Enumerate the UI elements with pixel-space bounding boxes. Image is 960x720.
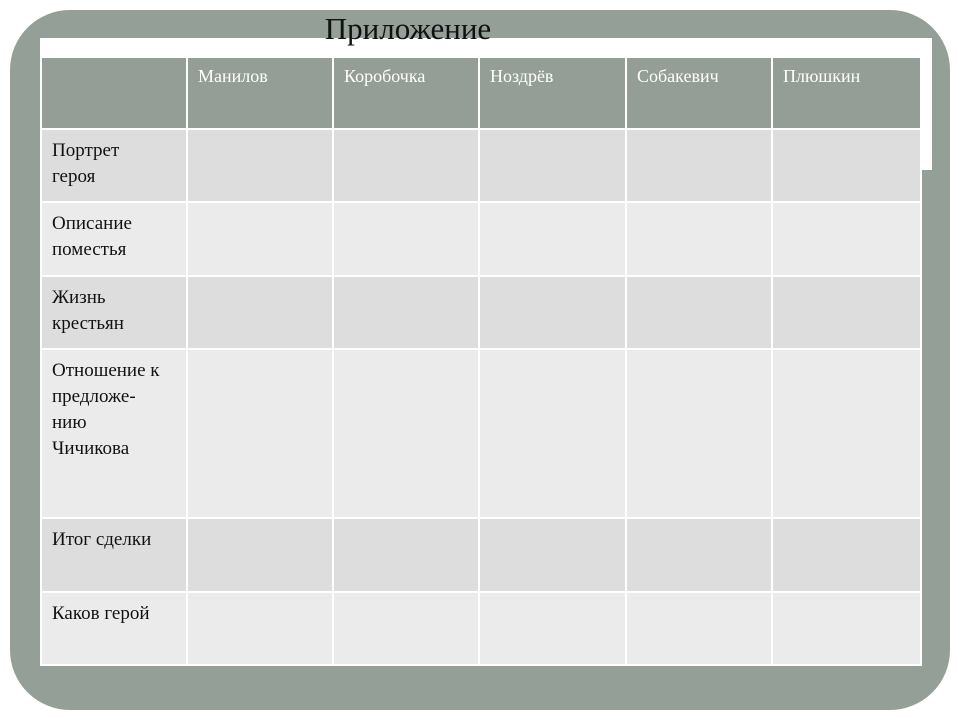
table-row (41, 202, 921, 275)
table-cell (187, 592, 333, 665)
table-cell (772, 202, 921, 275)
header-cell-sobakevich: Собакевич (626, 57, 772, 129)
table-row (41, 592, 921, 665)
table-row (41, 276, 921, 349)
table-cell (333, 518, 479, 591)
table-cell (187, 276, 333, 349)
header-cell-corner (41, 57, 187, 129)
table-cell (772, 349, 921, 519)
header-cell-korobochka: Коробочка (333, 57, 479, 129)
table-cell (772, 276, 921, 349)
table-cell (479, 129, 626, 202)
table-cell (333, 349, 479, 519)
table-cell (187, 129, 333, 202)
table-cell (772, 518, 921, 591)
table-cell (479, 202, 626, 275)
table-cell (479, 518, 626, 591)
row-label-attitude: Отношение к предложе- нию Чичикова (41, 349, 187, 519)
table-cell (479, 276, 626, 349)
row-label-estate: Описание поместья (41, 202, 187, 275)
table-cell (772, 129, 921, 202)
row-label-deal-result: Итог сделки (41, 518, 187, 591)
table-row (41, 518, 921, 591)
header-cell-nozdrev: Ноздрёв (479, 57, 626, 129)
table-cell (333, 276, 479, 349)
table-cell (333, 129, 479, 202)
table-header-row (41, 57, 921, 129)
comparison-table (40, 56, 922, 666)
header-cell-manilov: Манилов (187, 57, 333, 129)
table-cell (333, 592, 479, 665)
table-cell (626, 349, 772, 519)
table-cell (626, 202, 772, 275)
table-row (41, 349, 921, 519)
table-cell (479, 349, 626, 519)
table-cell (187, 518, 333, 591)
table-cell (626, 129, 772, 202)
page-title: Приложение (324, 11, 492, 46)
table-cell (187, 202, 333, 275)
table-cell (626, 276, 772, 349)
table-cell (772, 592, 921, 665)
table-cell (626, 592, 772, 665)
row-label-hero-character: Каков герой (41, 592, 187, 665)
table-cell (626, 518, 772, 591)
row-label-portrait: Портрет героя (41, 129, 187, 202)
table-row (41, 129, 921, 202)
table-cell (187, 349, 333, 519)
table-cell (333, 202, 479, 275)
row-label-peasants: Жизнь крестьян (41, 276, 187, 349)
header-cell-plyushkin: Плюшкин (772, 57, 921, 129)
table-cell (479, 592, 626, 665)
